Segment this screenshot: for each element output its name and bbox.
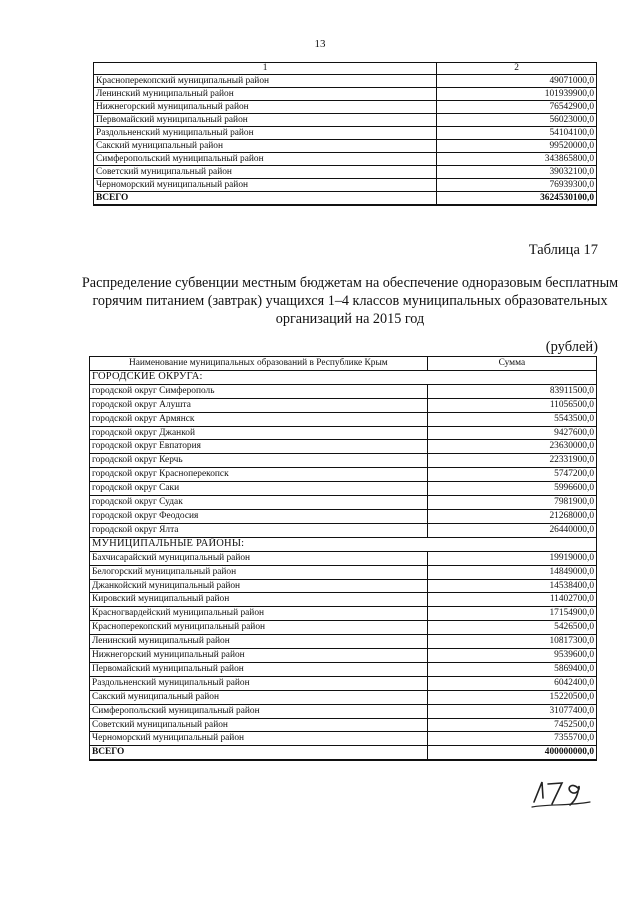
section-row-city-districts [90,370,597,384]
row-value: 7355700,0 [427,732,596,746]
units-label: (рублей) [545,339,598,355]
row-name: Первомайский муниципальный район [94,114,437,127]
table-row [94,127,597,140]
row-name: Джанкойский муниципальный район [90,579,428,593]
handwritten-page-number [528,772,598,812]
row-value: 11402700,0 [427,593,596,607]
table-row [90,482,597,496]
row-value: 17154900,0 [427,607,596,621]
row-value: 5869400,0 [427,662,596,676]
table-row [90,593,597,607]
row-value: 76542900,0 [437,101,597,114]
row-value: 39032100,0 [437,166,597,179]
table-label: Таблица 17 [528,242,598,258]
row-value: 54104100,0 [437,127,597,140]
table-row [90,398,597,412]
subvention-table [89,356,597,761]
allocation-table-continued [93,62,597,206]
section-row-municipal-districts [90,537,597,551]
row-value: 26440000,0 [427,523,596,537]
table-row [90,426,597,440]
table-header-row [90,357,597,371]
row-value: 23630000,0 [427,440,596,454]
row-value: 49071000,0 [437,75,597,88]
table-row [94,179,597,192]
row-value: 6042400,0 [427,676,596,690]
row-value: 99520000,0 [437,140,597,153]
table-row [90,676,597,690]
table-row [90,621,597,635]
row-name: городской округ Керчь [90,454,428,468]
row-value: 11056500,0 [427,398,596,412]
table-row [90,579,597,593]
column-number-1: 1 [94,63,437,75]
table-row [90,440,597,454]
row-name: Красноперекопский муниципальный район [94,75,437,88]
row-value: 5543500,0 [427,412,596,426]
table-row [90,649,597,663]
table-row [90,565,597,579]
row-name: Советский муниципальный район [90,718,428,732]
row-name: Красногвардейский муниципальный район [90,607,428,621]
row-name: Советский муниципальный район [94,166,437,179]
section-label: МУНИЦИПАЛЬНЫЕ РАЙОНЫ: [90,537,597,551]
table-row [94,75,597,88]
row-value: 76939300,0 [437,179,597,192]
row-name: Черноморский муниципальный район [94,179,437,192]
row-name: Ленинский муниципальный район [94,88,437,101]
total-label: ВСЕГО [94,192,437,206]
row-value: 22331900,0 [427,454,596,468]
row-name: Нижнегорский муниципальный район [94,101,437,114]
row-name: Раздольненский муниципальный район [90,676,428,690]
column-number-2: 2 [437,63,597,75]
column-header-name: Наименование муниципальных образований в Республике Крым [90,357,428,371]
table-row [90,496,597,510]
table-row [90,718,597,732]
table-total-row [94,192,597,206]
row-name: городской округ Евпатория [90,440,428,454]
row-name: Кировский муниципальный район [90,593,428,607]
table-row [90,412,597,426]
row-name: Симферопольский муниципальный район [90,704,428,718]
row-value: 7981900,0 [427,496,596,510]
row-name: городской округ Симферополь [90,384,428,398]
table-caption: Распределение субвенции местным бюджетам на обеспечение одноразовым бесплатным горячим питанием (завтрак) учащихся 1–4 классов муниципальных образовательных организаций на 2015 год [81,275,619,327]
table-row [94,140,597,153]
row-name: городской округ Алушта [90,398,428,412]
total-label: ВСЕГО [90,746,428,760]
row-value: 5426500,0 [427,621,596,635]
row-value: 83911500,0 [427,384,596,398]
table-row [94,166,597,179]
table-row [90,732,597,746]
table-row [90,662,597,676]
row-value: 19919000,0 [427,551,596,565]
row-name: Сакский муниципальный район [94,140,437,153]
table-row [94,114,597,127]
row-name: Первомайский муниципальный район [90,662,428,676]
row-name: городской округ Саки [90,482,428,496]
row-name: городской округ Красноперекопск [90,468,428,482]
table-row [90,690,597,704]
row-value: 56023000,0 [437,114,597,127]
row-value: 21268000,0 [427,509,596,523]
row-value: 5747200,0 [427,468,596,482]
row-value: 343865800,0 [437,153,597,166]
row-value: 14538400,0 [427,579,596,593]
row-name: городской округ Судак [90,496,428,510]
row-value: 7452500,0 [427,718,596,732]
row-name: Бахчисарайский муниципальный район [90,551,428,565]
table-total-row [90,746,597,760]
row-value: 9427600,0 [427,426,596,440]
table-row [90,607,597,621]
row-value: 14849000,0 [427,565,596,579]
row-name: городской округ Армянск [90,412,428,426]
table-row [90,384,597,398]
column-header-sum: Сумма [427,357,596,371]
row-name: городской округ Феодосия [90,509,428,523]
row-name: Симферопольский муниципальный район [94,153,437,166]
table-row [90,468,597,482]
row-name: Красноперекопский муниципальный район [90,621,428,635]
table-row [94,101,597,114]
total-value: 400000000,0 [427,746,596,760]
row-value: 9539600,0 [427,649,596,663]
row-name: городской округ Ялта [90,523,428,537]
table-row [90,509,597,523]
row-value: 101939900,0 [437,88,597,101]
row-value: 15220500,0 [427,690,596,704]
row-name: Нижнегорский муниципальный район [90,649,428,663]
row-name: Сакский муниципальный район [90,690,428,704]
table-row [90,635,597,649]
row-name: городской округ Джанкой [90,426,428,440]
row-name: Раздольненский муниципальный район [94,127,437,140]
table-row [90,523,597,537]
row-value: 5996600,0 [427,482,596,496]
row-name: Белогорский муниципальный район [90,565,428,579]
row-value: 31077400,0 [427,704,596,718]
row-name: Ленинский муниципальный район [90,635,428,649]
row-value: 10817300,0 [427,635,596,649]
row-name: Черноморский муниципальный район [90,732,428,746]
total-value: 3624530100,0 [437,192,597,206]
table-row [94,153,597,166]
column-number-row [94,63,597,75]
table-row [90,454,597,468]
table-row [94,88,597,101]
section-label: ГОРОДСКИЕ ОКРУГА: [90,370,597,384]
table-row [90,704,597,718]
table-row [90,551,597,565]
page-number: 13 [314,38,326,50]
